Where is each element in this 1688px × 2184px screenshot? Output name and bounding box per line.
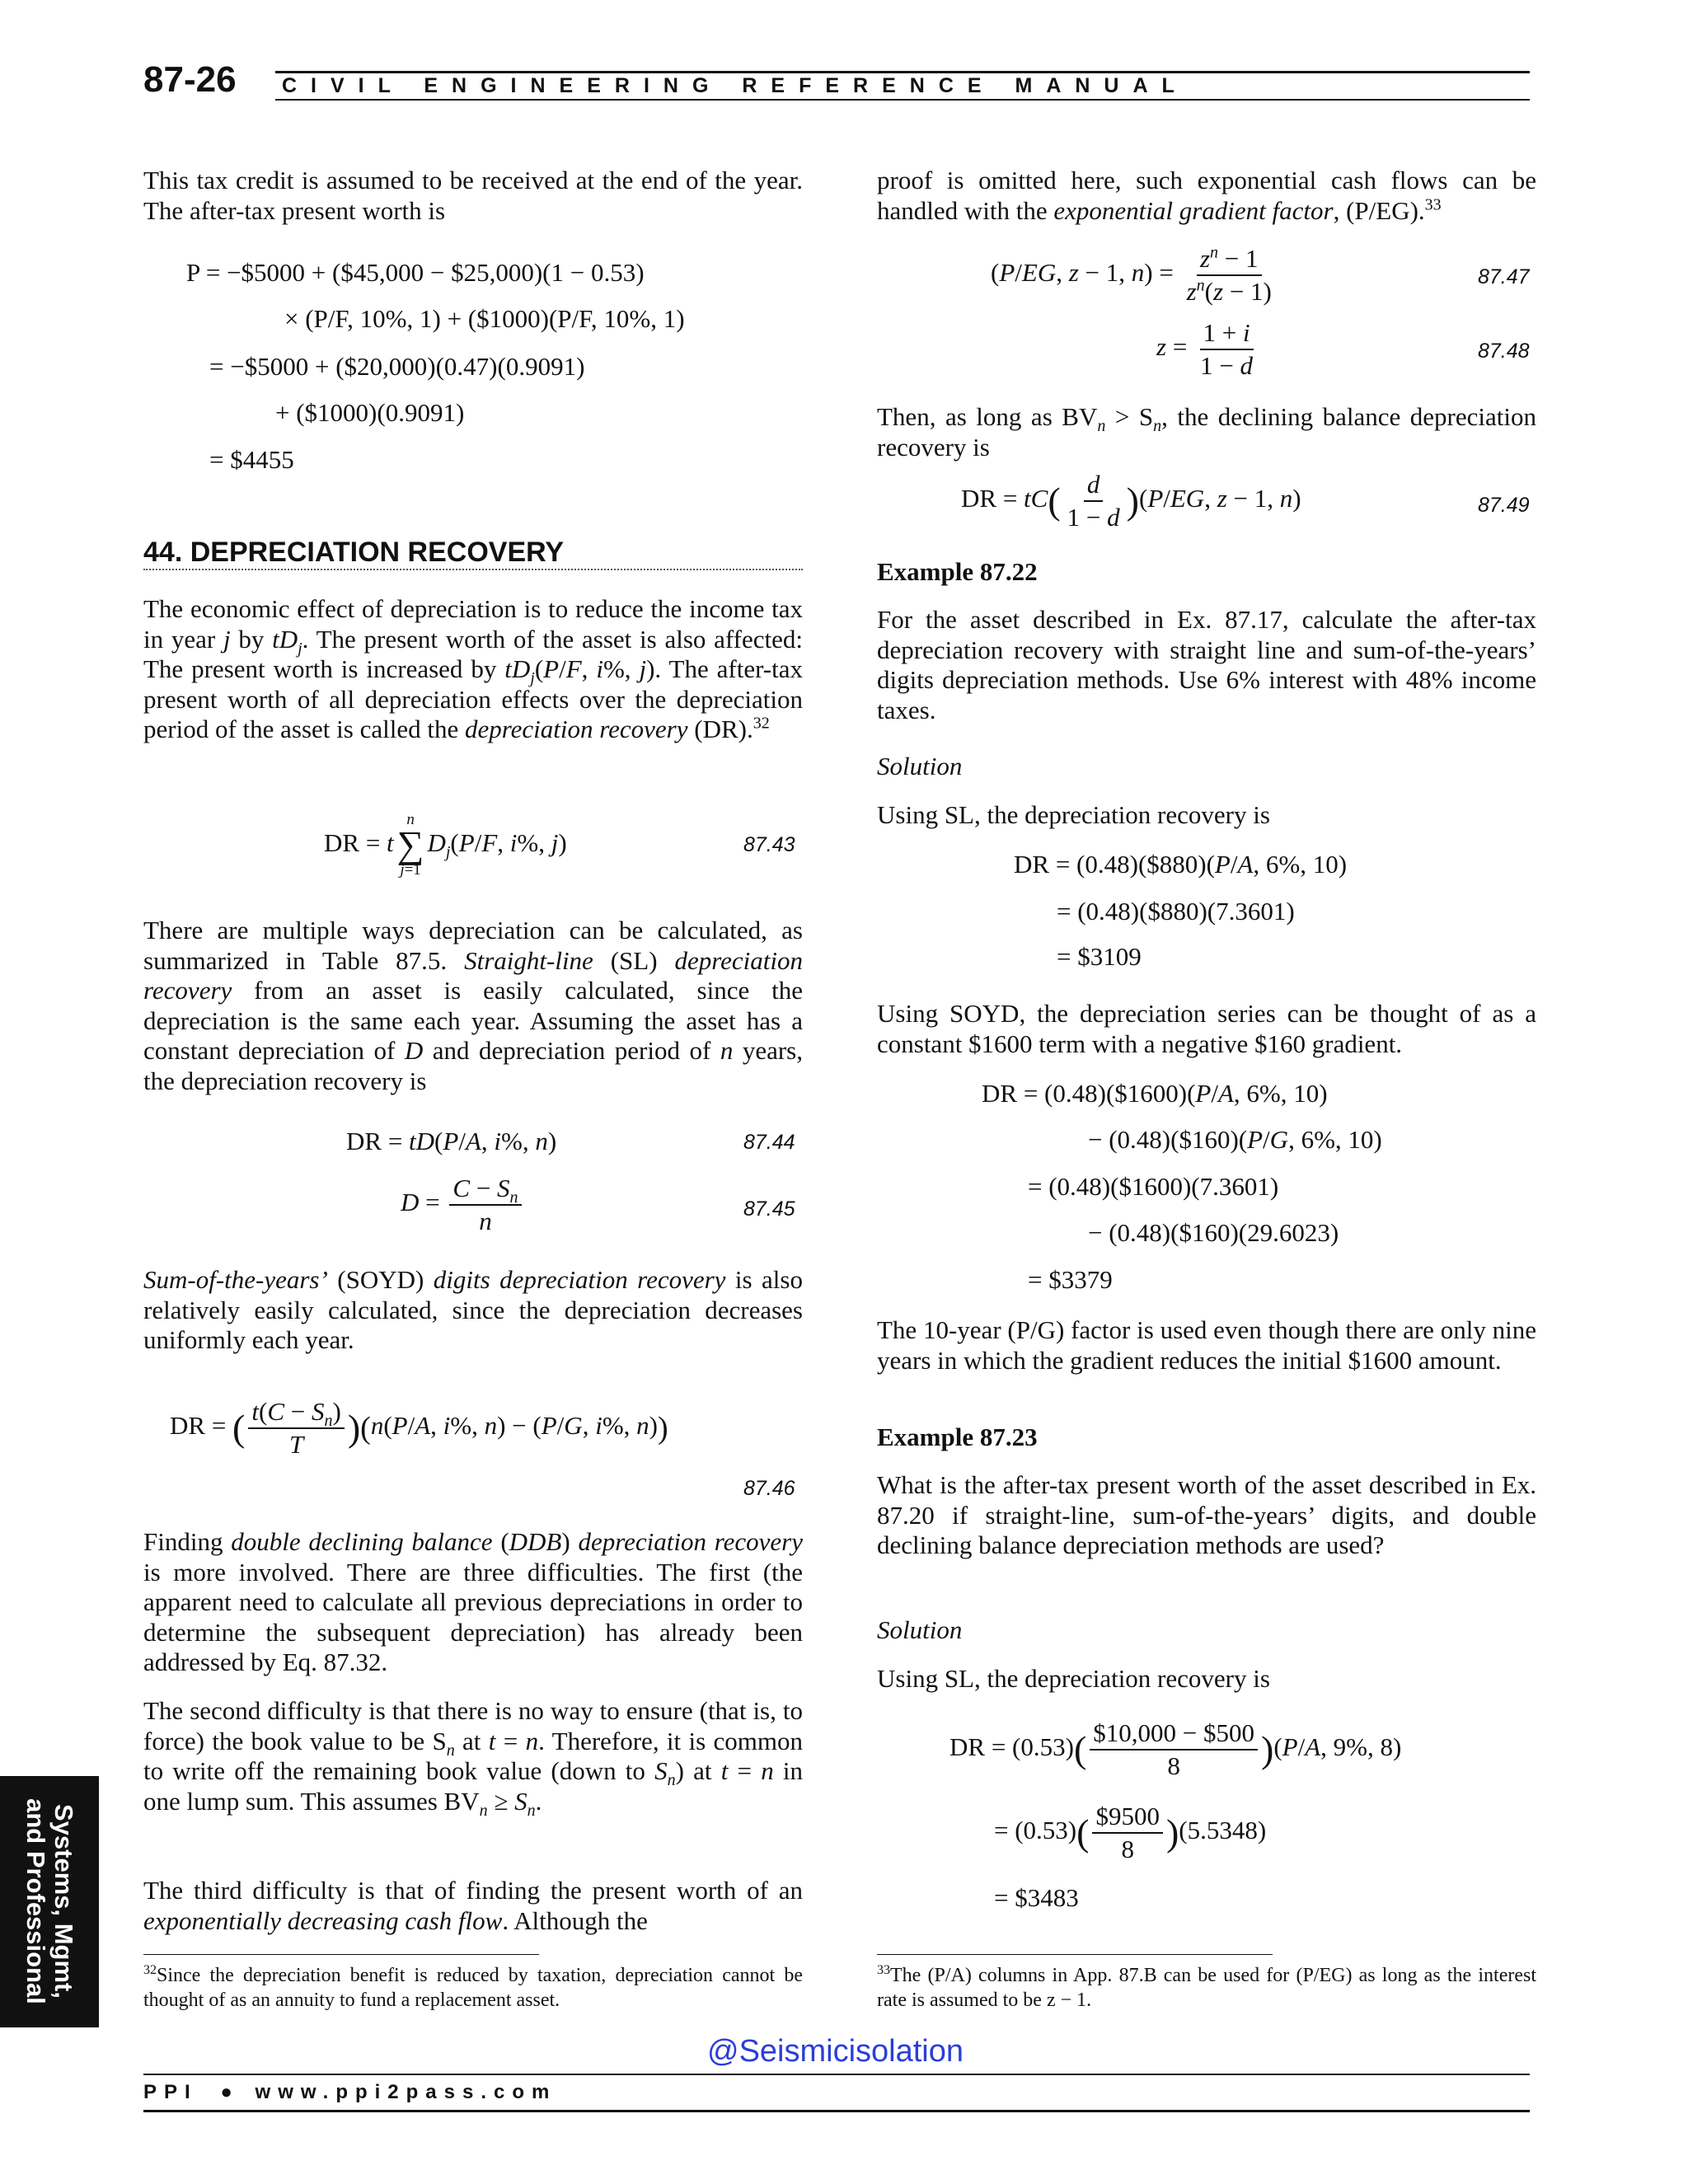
text: (SL)	[593, 945, 675, 975]
pw-equation-line-2: × (P/F, 10%, 1) + ($1000)(P/F, 10%, 1)	[284, 304, 685, 333]
footnote-rule	[877, 1954, 1273, 1955]
equation-87-44: DR = tD(P/A, i%, n)	[346, 1127, 557, 1155]
footer-url[interactable]: www.ppi2pass.com	[255, 2081, 557, 2103]
side-tab-line-2: and Professional	[21, 1798, 50, 2004]
section-heading-rule	[143, 569, 803, 570]
sl2-equation-result: = $3483	[994, 1883, 1079, 1912]
section-heading: 44. DEPRECIATION RECOVERY	[143, 537, 565, 568]
pw-equation-line-4: + ($1000)(0.9091)	[275, 398, 465, 427]
example-87-23-title: Example 87.23	[877, 1422, 1038, 1451]
text: (DR).	[687, 715, 753, 743]
text: . Although the	[502, 1905, 648, 1935]
fraction-denominator: 8	[1121, 1835, 1134, 1863]
sl-equation-line-2: = (0.48)($880)(7.3601)	[1057, 897, 1295, 926]
footnote-text: The (P/A) columns in App. 87.B can be used for (P/EG) as long as the interest rate is assumed to be z − 1.	[877, 1965, 1536, 2011]
text: There are multiple ways depreciation can be calculated, as summarized in Table 87.5.	[143, 916, 803, 975]
text: > S	[1105, 402, 1154, 431]
footnote-ref: 32	[753, 714, 770, 733]
footnote-32	[143, 1963, 803, 2013]
equation-number: 87.47	[1478, 265, 1530, 288]
fraction-numerator: $9500	[1092, 1803, 1163, 1834]
example-87-22-text: For the asset described in Ex. 87.17, calculate the after-tax depreciation recovery with straight line and sum-of-the-years’ digits depreciation methods. Use 6% interest with 48% income taxes.	[877, 605, 1536, 724]
term: DDB	[509, 1527, 562, 1556]
term: Sum-of-the-years’	[143, 1265, 328, 1294]
soyd-equation-line-5: = $3379	[1028, 1265, 1113, 1294]
equation-87-45: D = $\frac{C - S_n}{n}$	[401, 1175, 525, 1235]
footer-publisher	[143, 2081, 556, 2104]
equation-87-49: DR = tC( $\frac{d}{1 - d}$ )(P/EG, z − 1, n)	[961, 470, 1301, 532]
text: Finding	[143, 1527, 232, 1556]
intro-paragraph: This tax credit is assumed to be received at the end of the year. The after-tax present worth is	[143, 166, 803, 225]
side-tab-label	[21, 1778, 77, 2025]
equation-number: 87.45	[743, 1197, 795, 1221]
side-tab-line-1: Systems, Mgmt,	[49, 1803, 78, 1999]
paragraph-soyd	[143, 1265, 803, 1356]
sl-intro: Using SL, the depreciation recovery is	[877, 800, 1270, 829]
footnote-number: 33	[877, 1963, 890, 1977]
pw-equation-line-1: P = −$5000 + ($45,000 − $25,000)(1 − 0.53)	[186, 258, 645, 287]
paragraph-declining-balance: Then, as long as $BV_n > S_n$, the declining balance depreciation recovery is	[877, 402, 1536, 462]
text: is more involved. There are three difficulties. The first (the apparent need to calculate all previous depreciations in order to determine the subsequent depreciation) has already been addressed by Eq. 87.32.	[143, 1557, 803, 1676]
paragraph-depreciation-effect: The economic effect of depreciation is to reduce the income tax in year j by $tD_j$. The present worth of the asset is also affected: The present worth is increased by $tD_j(P/F$, i%, j). The after-tax present worth of all depreciation effects over the depreciation period of the asset is called the depreciation recovery (DR).$^{32}$	[143, 594, 803, 743]
equation-number: 87.49	[1478, 494, 1530, 517]
running-title: CIVIL ENGINEERING REFERENCE MANUAL	[282, 74, 1189, 97]
sl-equation-line-3: = $3109	[1057, 942, 1142, 971]
fraction-denominator: 8	[1167, 1751, 1180, 1780]
text: is also relatively easily calculated, since the depreciation decreases uniformly each year.	[143, 1265, 803, 1354]
text: . The after-tax present worth of all depreciation effects over the depreciation period of the asset is called the	[143, 654, 803, 743]
term: depreciation recovery	[464, 715, 688, 743]
footnote-rule	[143, 1954, 539, 1955]
paragraph-ddb	[143, 1527, 803, 1678]
footer-rule-top	[143, 2074, 1530, 2075]
equation-number: 87.44	[743, 1131, 795, 1154]
example-87-23-text: What is the after-tax present worth of the asset described in Ex. 87.20 if straight-line, sum-of-the-years’ digits, and double declining balance depreciation methods are used?	[877, 1470, 1536, 1559]
term: exponentially decreasing cash flow	[143, 1905, 503, 1935]
text: , (P/EG).	[1333, 195, 1425, 225]
watermark: @Seismicisolation	[707, 2034, 964, 2069]
equation-87-48: z = $\frac{1 + i}{1 - d}$	[1156, 318, 1254, 380]
text: (SOYD)	[327, 1265, 434, 1294]
equation-number: 87.46	[743, 1477, 795, 1500]
soyd-intro: Using SOYD, the depreciation series can be thought of as a constant $1600 term with a negative $160 gradient.	[877, 999, 1536, 1058]
text: . The present worth of the asset is also affected: The present worth is increased by	[143, 624, 803, 683]
footnote-text: Since the depreciation benefit is reduced by taxation, depreciation cannot be thought of as an annuity to fund a replacement asset.	[143, 1965, 803, 2011]
paragraph-second-difficulty: The second difficulty is that there is no way to ensure (that is, to force) the book value to be $S_n$ at t = n. Therefore, it is common to write off the remaining book value (down to $S_n$) at t = n in one lump sum. This assumes $BV_n \ge S_n$.	[143, 1696, 804, 1820]
equation-87-43: DR = t n ∑ j=1 $D_j(P/F$, i%, j)	[324, 811, 567, 879]
sl-equation-line-1: DR = (0.48)($880)(P/A, 6%, 10)	[1014, 850, 1348, 879]
footer-ppi: PPI	[143, 2081, 198, 2103]
equation-number: 87.48	[1478, 340, 1530, 363]
footnote-33	[877, 1963, 1536, 2013]
text: The third difficulty is that of finding the present worth of an	[143, 1876, 803, 1905]
term: depreciation recovery	[578, 1527, 804, 1556]
equation-number: 87.43	[743, 833, 795, 856]
footer-rule-bottom	[143, 2110, 1530, 2112]
soyd-equation-line-4: − (0.48)($160)(29.6023)	[1088, 1218, 1339, 1247]
equation-87-47: (P/EG, z − 1, n) = $\frac{z^n - 1}{z^n(z - 1)}$	[991, 243, 1272, 306]
text: from an asset is easily calculated, since the depreciation is the same each year. Assuming the asset has a constant depreciation of	[143, 976, 803, 1065]
text: and depreciation period of	[423, 1036, 720, 1065]
paragraph-exponential-gradient	[877, 166, 1536, 226]
soyd-equation-line-3: = (0.48)($1600)(7.3601)	[1028, 1172, 1279, 1201]
paragraph-straight-line: There are multiple ways depreciation can be calculated, as summarized in Table 87.5. Straight-line (SL) depreciation recovery from an asset is easily calculated, since the depreciation is the same each year. Assuming the asset has a constant depreciation of D and depreciation period of n years, the depreciation recovery is	[143, 916, 804, 1095]
header-rule-top	[275, 71, 1530, 73]
text: The second difficulty is that there is no way to ensure (that is, to force) the book value to be S	[143, 1696, 803, 1755]
example-87-22-title: Example 87.22	[877, 557, 1038, 586]
pw-equation-line-5: = $4455	[209, 445, 294, 474]
footnote-ref: 33	[1424, 195, 1442, 214]
text: , the declining balance depreciation recovery is	[877, 402, 1536, 462]
page-number: 87-26	[143, 59, 237, 100]
solution-label: Solution	[877, 752, 963, 780]
footnote-number: 32	[143, 1963, 157, 1977]
text: The economic effect of depreciation is to reduce the income tax in year	[143, 594, 803, 654]
term: exponential gradient factor	[1053, 195, 1334, 225]
sl2-equation-line-2: = (0.53)( $\frac{\$9500}{8}$ )(5.5348)	[994, 1802, 1267, 1863]
soyd-equation-line-1: DR = (0.48)($1600)(P/A, 6%, 10)	[982, 1079, 1328, 1108]
text: Then, as long as BV	[877, 402, 1098, 431]
text: years, the depreciation recovery is	[143, 1036, 803, 1095]
soyd-equation-line-2: − (0.48)($160)(P/G, 6%, 10)	[1088, 1125, 1382, 1154]
fraction-numerator: $10,000 − $500	[1090, 1720, 1258, 1750]
text: proof is omitted here, such exponential cash flows can be handled with the	[877, 166, 1536, 225]
term: Straight-line	[464, 945, 593, 975]
sl2-equation-line-1: DR = (0.53)( $\frac{\$10,000 - \$500}{8}$ )(P/A, 9%, 8)	[950, 1718, 1402, 1780]
header-rule-bottom	[275, 99, 1530, 101]
solution-label: Solution	[877, 1615, 963, 1644]
sl2-intro: Using SL, the depreciation recovery is	[877, 1664, 1270, 1693]
term: depreciation recovery	[143, 945, 804, 1005]
bullet-icon: ●	[220, 2081, 232, 2103]
term: digits depreciation recovery	[433, 1265, 726, 1294]
equation-87-46: DR = ( $\frac{t(C - S_n)}{T}$ )(n(P/A, i%, n) − (P/G, i%, n))	[170, 1397, 668, 1459]
text: (	[492, 1527, 509, 1556]
text: )	[561, 1527, 579, 1556]
paragraph-third-difficulty	[143, 1876, 803, 1936]
pg-note: The 10-year (P/G) factor is used even though there are only nine years in which the gradient reduces the initial $1600 amount.	[877, 1315, 1536, 1375]
pw-equation-line-3: = −$5000 + ($20,000)(0.47)(0.9091)	[209, 352, 585, 381]
term: double declining balance	[231, 1527, 493, 1556]
